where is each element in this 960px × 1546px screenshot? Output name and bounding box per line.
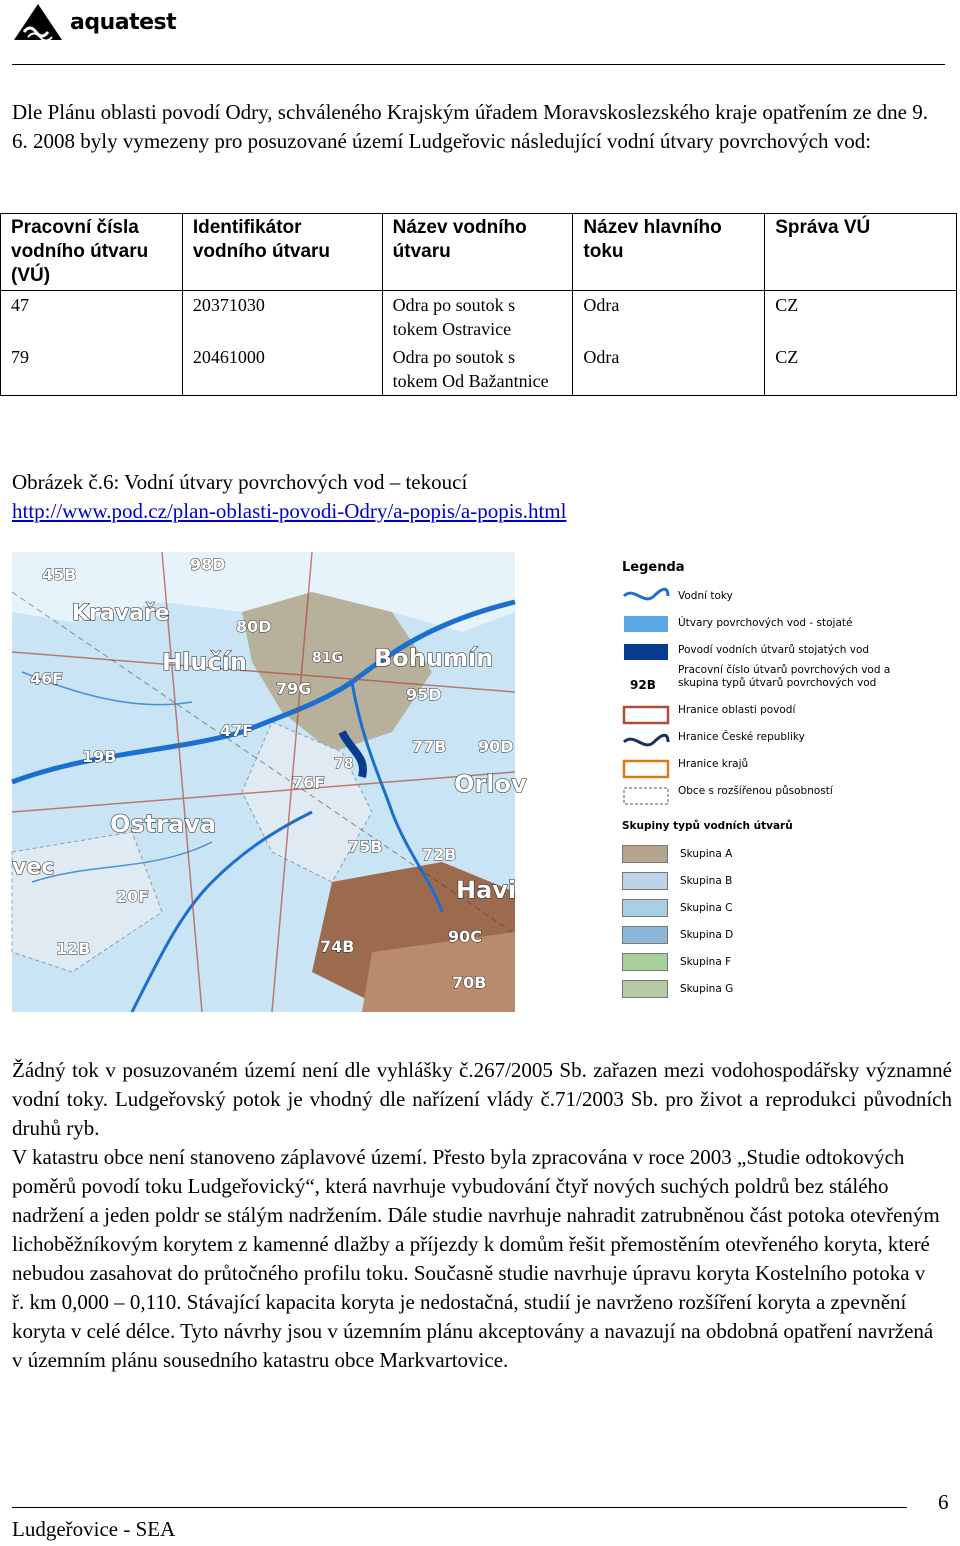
map-label: Kravaře [72, 601, 170, 626]
standing-water-icon [624, 616, 668, 632]
map-label: 81G [312, 650, 343, 666]
table-cell: 20461000 [182, 343, 382, 396]
country-border-icon [624, 735, 668, 745]
col-header-water-body-name: Název vodního útvaru [382, 214, 573, 291]
legend-item: Útvary povrchových vod - stojaté [678, 617, 853, 629]
table-row [1, 343, 957, 396]
legend-group-item [622, 894, 733, 921]
map-label: Bohumín [374, 644, 494, 672]
legend-item: Hranice oblasti povodí [678, 704, 796, 716]
legend-group-item [622, 840, 733, 867]
map-label: Orlov [454, 770, 527, 798]
map-label: 19B [82, 747, 117, 766]
map-label: Hlučín [162, 648, 247, 676]
legend-group-item [622, 921, 733, 948]
map-label: 90D [478, 737, 514, 756]
table-cell: Odra po soutok s tokem Od Bažantnice [382, 343, 573, 396]
group-swatch [622, 845, 668, 863]
page-number: 6 [938, 1490, 949, 1514]
legend-symbols [618, 584, 674, 814]
map-label: 90C [448, 927, 483, 946]
water-bodies-map [12, 552, 527, 1012]
map-label: 78 [334, 756, 354, 772]
map-label: Havi [456, 876, 517, 904]
map-label: 45B [42, 565, 77, 584]
water-stream-icon [624, 589, 668, 599]
footer-doc-title: Ludgeřovice - SEA [12, 1517, 176, 1541]
map-label: 46F [30, 669, 64, 688]
map-label: 70B [452, 973, 487, 992]
region-border-icon [624, 761, 668, 777]
group-label: Skupina F [680, 955, 732, 968]
group-swatch [622, 980, 668, 998]
map-legend [614, 552, 914, 1002]
intro-paragraph: Dle Plánu oblasti povodí Odry, schváleného Krajským úřadem Moravskoslezského kraje opatřením ze dne 9. 6. 2008 byly vymezeny pro posuzované území Ludgeřovic následující vodní útvary povrchových vod: [12, 100, 928, 153]
map-label: 95D [406, 685, 442, 704]
aquatest-logo [12, 2, 176, 42]
col-header-main-stream: Název hlavního toku [573, 214, 765, 291]
map-label: 20F [116, 887, 150, 906]
map-label: 12B [56, 939, 91, 958]
map-label: 47F [220, 721, 254, 740]
legend-groups-title: Skupiny typů vodních útvarů [622, 820, 793, 832]
legend-items [678, 590, 910, 812]
table-header-row [1, 214, 957, 291]
map-label: 98D [190, 555, 226, 574]
legend-item: Pracovní číslo útvarů povrchových vod a skupina typů útvarů povrchových vod [678, 664, 891, 689]
body-paragraph-2: V katastru obce není stanoveno záplavové území. Přesto byla zpracována v roce 2003 „Studie odtokových poměrů povodí toku Ludgeřovický“, která navrhuje vybudování čtyř nových suchých poldrů bez stálého nadržení a jeden poldr se stálým nadržením. Dále studie navrhuje nahradit zatrubněnou část potoka otevřeným lichoběžníkovým korytem z kamenné dlažby a příjezdy k domům řešit přemostěním otevřeného koryta, které nebudou zasahovat do průtočného profilu toku. Současně studie navrhuje úpravu koryta Kostelního potoka v ř. km 0,000 – 0,110. Stávající kapacita koryta je nedostačná, studií je navrženo rozšíření koryta a zpevnění koryta v celé délce. Tyto návrhy jsou v územním plánu akceptovány a navazují na obdobná opatření navržená v územním plánu sousedního katastru obce Markvartovice. [12, 1145, 940, 1372]
group-swatch [622, 872, 668, 890]
legend-item: Obce s rozšířenou působností [678, 785, 833, 797]
footer-rule [12, 1507, 907, 1508]
table-cell: Odra [573, 291, 765, 344]
brand-name: aquatest [70, 9, 177, 35]
figure-caption: Obrázek č.6: Vodní útvary povrchových vod – tekoucí [12, 470, 468, 494]
group-swatch [622, 926, 668, 944]
legend-groups [622, 840, 733, 1002]
group-label: Skupina B [680, 874, 733, 887]
figure-source-link[interactable]: http://www.pod.cz/plan-oblasti-povodi-Odry/a-popis/a-popis.html [12, 499, 567, 523]
legend-group-item [622, 948, 733, 975]
legend-item: Vodní toky [678, 590, 733, 602]
legend-item: Hranice České republiky [678, 731, 805, 743]
table-cell: 47 [1, 291, 183, 344]
map-label: 76F [292, 773, 326, 792]
table-cell: 79 [1, 343, 183, 396]
col-header-identifier: Identifikátor vodního útvaru [182, 214, 382, 291]
map-label: 77B [412, 737, 447, 756]
table-cell: Odra [573, 343, 765, 396]
group-label: Skupina G [680, 982, 734, 995]
map-label: Ostrava [110, 810, 217, 838]
map-label: 75B [348, 837, 383, 856]
table-row [1, 291, 957, 344]
legend-item: Povodí vodních útvarů stojatých vod [678, 644, 870, 656]
municipality-icon [624, 788, 668, 804]
group-label: Skupina C [680, 901, 733, 914]
map-label: 72B [422, 845, 457, 864]
map-label: 74B [320, 937, 355, 956]
water-bodies-table [0, 213, 957, 396]
legend-group-item [622, 975, 733, 1002]
legend-group-item [622, 867, 733, 894]
standing-water-basin-icon [624, 644, 668, 660]
table-cell: CZ [765, 291, 957, 344]
aquatest-logo-icon [12, 2, 64, 42]
col-header-working-number: Pracovní čísla vodního útvaru (VÚ) [1, 214, 183, 291]
group-swatch [622, 953, 668, 971]
group-label: Skupina A [680, 847, 733, 860]
table-cell: CZ [765, 343, 957, 396]
col-header-administration: Správa VÚ [765, 214, 957, 291]
header-rule [12, 64, 945, 65]
map-label: 79G [276, 679, 312, 698]
table-cell: 20371030 [182, 291, 382, 344]
sample-code-label: 92B [630, 678, 656, 692]
map-label: vec [12, 855, 55, 880]
map-label: 80D [236, 617, 272, 636]
body-paragraph-1: Žádný tok v posuzovaném území není dle vyhlášky č.267/2005 Sb. zařazen mezi vodohospodářsky významné vodní toky. Ludgeřovský potok je vhodný dle nařízení vlády č.71/2003 Sb. pro život a reprodukci původních druhů ryb. [12, 1058, 952, 1140]
legend-item: Hranice krajů [678, 758, 749, 770]
basin-border-icon [624, 707, 668, 723]
group-swatch [622, 899, 668, 917]
group-label: Skupina D [680, 928, 734, 941]
legend-title: Legenda [622, 560, 685, 575]
table-cell: Odra po soutok s tokem Ostravice [382, 291, 573, 344]
